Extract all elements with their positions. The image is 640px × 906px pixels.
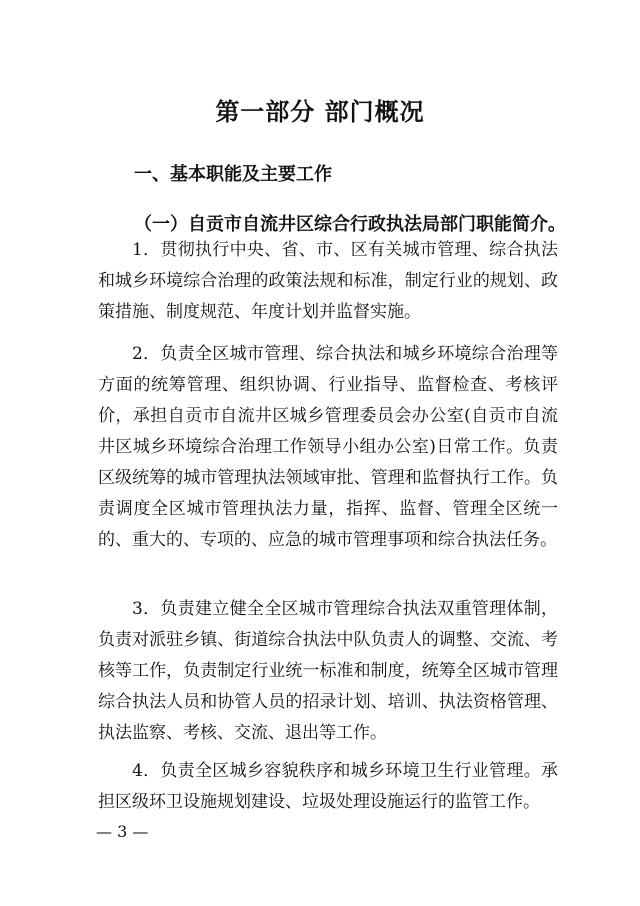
paragraph-1: 1．贯彻执行中央、省、市、区有关城市管理、综合执法和城乡环境综合治理的政策法规和标准，制定行业的规划、政策措施、制度规范、年度计划并监督实施。 <box>98 240 558 322</box>
paragraph-4: 4．负责全区城乡容貌秩序和城乡环境卫生行业管理。承担区级环卫设施规划建设、垃圾处理设施运行的监管工作。 <box>98 761 558 812</box>
page-title: 第一部分 部门概况 <box>215 98 425 126</box>
page-number: — 3 — <box>96 822 149 841</box>
subsection-heading: （一）自贡市自流井区综合行政执法局部门职能简介。 <box>134 214 566 235</box>
paragraph-2: 2．负责全区城市管理、综合执法和城乡环境综合治理等方面的统筹管理、组织协调、行业指导、监督检查、考核评价，承担自贡市自流井区城乡管理委员会办公室(自贡市自流井区城乡环境综合治理工作领导小组办公室)日常工作。负责区级统筹的城市管理执法领域审批、管理和监督执行工作。负责调度全区城市管理执法力量，指挥、监督、管理全区统一的、重大的、专项的、应急的城市管理事项和综合执法任务。 <box>98 344 558 550</box>
paragraph-3: 3．负责建立健全全区城市管理综合执法双重管理体制，负责对派驻乡镇、街道综合执法中队负责人的调整、交流、考核等工作，负责制定行业统一标准和制度，统筹全区城市管理综合执法人员和协管人员的招录计划、培训、执法资格管理、执法监察、考核、交流、退出等工作。 <box>98 599 558 743</box>
section-heading: 一、基本职能及主要工作 <box>134 164 332 185</box>
